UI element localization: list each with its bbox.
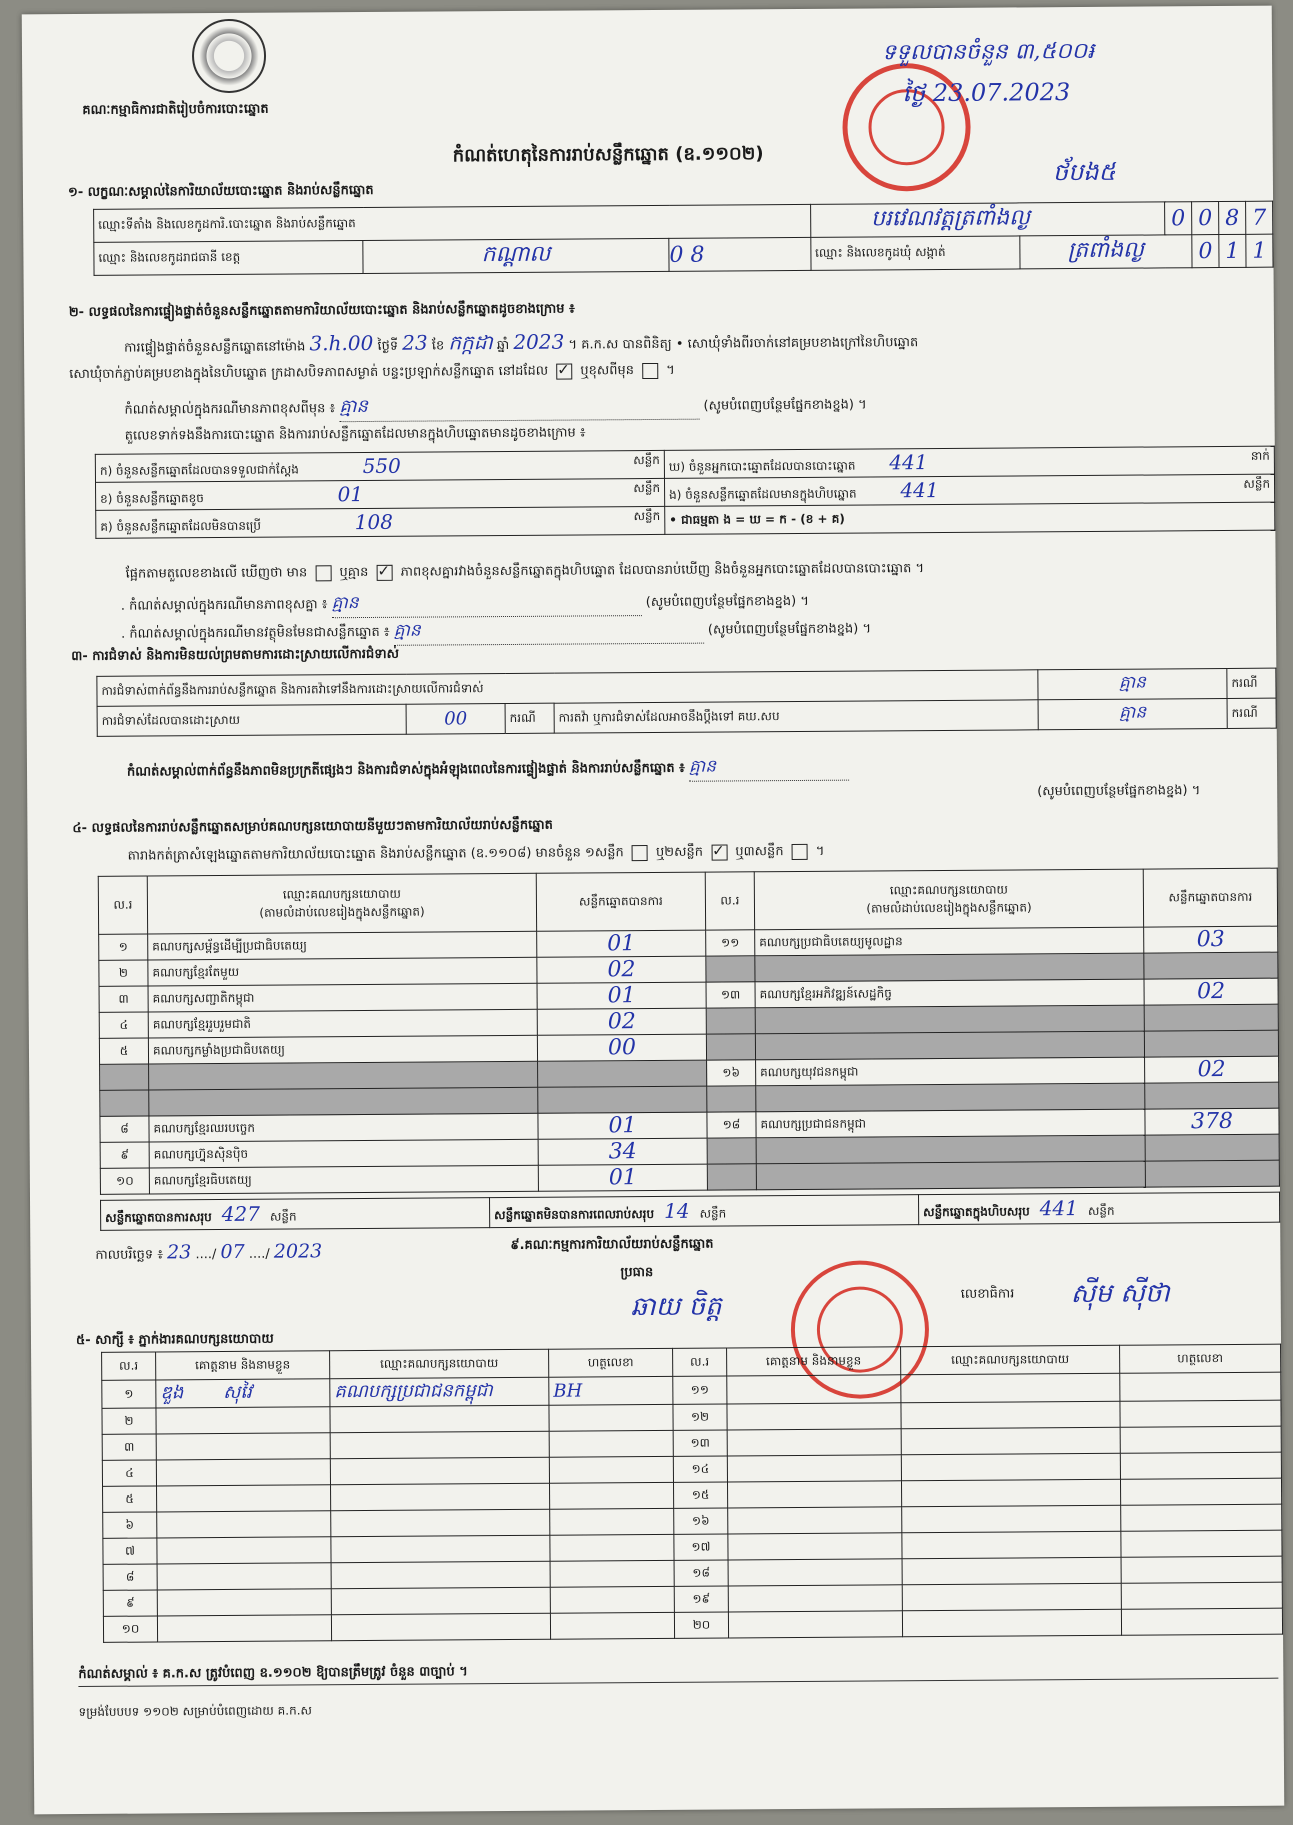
figure-a-cell xyxy=(95,450,664,482)
witness-name[interactable] xyxy=(157,1511,331,1538)
witness-no: ១១ xyxy=(673,1376,727,1404)
witness-no: ៨ xyxy=(103,1564,157,1590)
note1-value: គ្មាន xyxy=(332,590,642,618)
result-no: ១ xyxy=(99,934,148,960)
verification-time: 3.h.00 xyxy=(309,330,374,356)
verification-month-label: ខែ xyxy=(431,338,445,354)
witness-party[interactable] xyxy=(902,1531,1121,1559)
objections-r1-label: ការជំទាស់ពាក់ព័ន្ធនឹងការរាប់សន្លឹកឆ្នោត និងការតវ៉ាទៅនឹងការដោះស្រាយលើការជំទាស់ xyxy=(97,670,1038,707)
province-label: ឈ្មោះ និងលេខកូដរាជធានី ខេត្ត xyxy=(94,241,363,276)
witness-party[interactable] xyxy=(331,1613,550,1641)
result-no: ១៨ xyxy=(707,1112,756,1138)
figure-a-unit: សន្លឹក xyxy=(633,452,660,468)
section2-heading: ២- លទ្ធផលនៃការផ្ទៀងផ្ទាត់ចំនួនសន្លឹកឆ្នោតតាមការិយាល័យបោះឆ្នោត និងរាប់សន្លឹកឆ្នោតដូចខាងក្រោម ៖ xyxy=(68,301,575,321)
witness-sign[interactable] xyxy=(1121,1504,1282,1531)
tally-sheets-line: តារាងកត់ត្រាសំឡេងឆ្នោតតាមការិយាល័យបោះឆ្នោត និងរាប់សន្លឹកឆ្នោត (ឧ.១១០៨) មានចំនួន ១សន្លឹក ឬ២សន្លឹក ✓ ឬ៣សន្លឹក ។ xyxy=(128,843,825,867)
figure-c-cell xyxy=(96,506,665,538)
difference-note-value: គ្មាន xyxy=(339,392,699,423)
seal-line: សោឃុំចាក់ភ្ជាប់គម្របខាងក្នុងនៃហិបឆ្នោត ក្រដាសបិទភាពសម្ងាត់ បន្ទះប្រឡាក់សន្លឹកឆ្នោត នៅដដែល ✓ ឬខុសពីមុន ។ xyxy=(69,362,675,385)
witness-name[interactable] xyxy=(727,1429,901,1456)
date-line: កាលបរិច្ឆេទ ៖ 23 ..../ 07 ..../ 2023 xyxy=(95,1240,323,1264)
result-party xyxy=(755,1031,1144,1060)
w-col-sign: ហត្ថលេខា xyxy=(549,1348,673,1377)
figure-a-value: 550 xyxy=(362,453,401,479)
col-no-right: ល.រ xyxy=(705,872,754,930)
col-party-left-1: ឈ្មោះគណបក្សនយោបាយ xyxy=(282,886,401,902)
objections-table xyxy=(96,668,1276,737)
location-label: ឈ្មោះទីតាំង និងលេខកូដការិ.បោះឆ្នោត និងរាប់សន្លឹកឆ្នោត xyxy=(94,204,811,242)
witness-sign[interactable] xyxy=(1120,1400,1281,1427)
figure-a-label: ក) ចំនួនសន្លឹកឆ្នោតដែលបានទទួលជាក់ស្ដែង xyxy=(99,462,299,478)
witness-party[interactable] xyxy=(901,1453,1120,1481)
total-valid-label: សន្លឹកឆ្នោតបានការសរុប xyxy=(105,1210,212,1225)
irregularity-label: កំណត់សម្គាល់ពាក់ព័ន្ធនឹងភាពមិនប្រក្រតីផ្សេងៗ និងការជំទាស់ក្នុងអំឡុងពេលនៃការផ្ទៀងផ្ទាត់ និងការរាប់សន្លឹកឆ្នោត ៖ xyxy=(126,760,685,780)
result-no xyxy=(707,1086,756,1112)
witness-party[interactable] xyxy=(330,1405,549,1433)
witness-name[interactable] xyxy=(728,1559,902,1586)
figures-table xyxy=(95,446,1276,539)
total-box-cell xyxy=(918,1192,1279,1225)
result-party: គណបក្សខ្មែរអភិវឌ្ឍន៍សេដ្ឋកិច្ច xyxy=(755,979,1144,1008)
result-no xyxy=(706,956,755,982)
date-month: 07 xyxy=(220,1240,245,1264)
witness-party[interactable] xyxy=(331,1587,550,1615)
result-party: គណបក្សខ្មែរតែមួយ xyxy=(148,957,537,986)
result-no: ១០ xyxy=(100,1168,149,1194)
witness-party[interactable] xyxy=(330,1457,549,1485)
totals-table xyxy=(100,1192,1280,1231)
result-votes xyxy=(1145,1160,1279,1187)
verification-day-label: ថ្ងៃទី xyxy=(377,338,399,354)
result-votes: 01 xyxy=(537,930,706,957)
figure-d-label: ឃ) ចំនួនអ្នកបោះឆ្នោតដែលបានបោះឆ្នោត xyxy=(668,458,856,474)
witness-name[interactable] xyxy=(727,1403,901,1430)
bottom-note: កំណត់សម្គាល់ ៖ គ.ក.ស ត្រូវបំពេញ ឧ.១១០២ ឱ្យបានត្រឹមត្រូវ ចំនួន ៣ច្បាប់ ។ xyxy=(78,1664,468,1683)
note2-value: គ្មាន xyxy=(394,618,704,646)
witness-sign[interactable] xyxy=(550,1586,674,1613)
form-title: កំណត់ហេតុនៃការរាប់សន្លឹកឆ្នោត (ឧ.១១០២) xyxy=(452,143,764,167)
objections-r2-unit2: ករណី xyxy=(1227,698,1276,728)
witness-no: ៦ xyxy=(103,1512,157,1538)
col-votes-right: សន្លឹកឆ្នោតបានការ xyxy=(1143,868,1277,927)
province-value: កណ្ដាល xyxy=(363,238,669,273)
result-votes xyxy=(1144,1030,1278,1057)
result-party xyxy=(756,1083,1145,1112)
col-votes-left: សន្លឹកឆ្នោតបានការ xyxy=(536,872,705,931)
result-votes: 01 xyxy=(537,982,706,1009)
result-votes xyxy=(1145,1134,1279,1161)
result-votes: 02 xyxy=(1144,978,1278,1005)
form-sheet xyxy=(22,6,1285,1815)
total-box-value: 441 xyxy=(1039,1196,1079,1221)
section4-heading: ៤- លទ្ធផលនៃការរាប់សន្លឹកឆ្នោតសម្រាប់គណបក្សនយោបាយនីមួយៗតាមការិយាល័យរាប់សន្លឹកឆ្នោត xyxy=(72,817,553,837)
witness-party[interactable] xyxy=(902,1557,1121,1585)
witness-no: ១៩ xyxy=(674,1586,728,1612)
result-votes: 02 xyxy=(1145,1056,1279,1083)
result-votes: 03 xyxy=(1144,926,1278,953)
witness-no: ២ xyxy=(102,1408,156,1434)
location-code-2: 0 xyxy=(1192,202,1219,235)
result-party: គណបក្សខ្មែរឈរបច្ចេក xyxy=(149,1113,538,1142)
witness-sign[interactable] xyxy=(1121,1556,1282,1583)
verification-text: ។ គ.ក.ស បានពិនិត្យ • សោឃុំទាំងពីរចាក់នៅគម្របខាងក្រៅនៃហិបឆ្នោត xyxy=(568,335,919,353)
irregularity-value: គ្មាន xyxy=(689,755,849,782)
witness-name[interactable] xyxy=(728,1585,902,1612)
secretary-signature: សុីម ស៊ីថា xyxy=(1070,1278,1170,1310)
result-party xyxy=(755,1005,1144,1034)
figure-b-cell xyxy=(96,478,665,510)
figure-c-unit: សន្លឹក xyxy=(633,508,661,524)
result-party xyxy=(756,1161,1145,1190)
figure-b-value: 01 xyxy=(337,482,364,507)
result-no xyxy=(707,1138,756,1164)
total-valid-cell xyxy=(101,1198,490,1231)
w-col-party2: ឈ្មោះគណបក្សនយោបាយ xyxy=(901,1345,1120,1375)
witness-sign[interactable] xyxy=(549,1430,673,1457)
result-party xyxy=(149,1061,538,1090)
witness-no: ១៣ xyxy=(673,1430,727,1456)
receipt-date: ថ្ងៃ 23.07.2023 xyxy=(902,78,1071,108)
location-value: បរវេណវត្តត្រពាំងល្ង xyxy=(810,202,1164,237)
chair-signature: ឆាយ ចិត្ត xyxy=(630,1291,722,1323)
tally-three-label: ឬ៣សន្លឹក xyxy=(735,844,784,860)
witness-sign[interactable] xyxy=(1120,1478,1281,1505)
diff-text: ភាពខុសគ្នារវាងចំនួនសន្លឹកឆ្នោតក្នុងហិបឆ្នោត ដែលបានរាប់ឃើញ និងចំនួនអ្នកបោះឆ្នោតដែលបានបោះឆ្នោត ។ xyxy=(400,561,925,580)
secretary-label: លេខាធិការ xyxy=(960,1286,1015,1302)
w-col-no: ល.រ xyxy=(102,1352,156,1380)
irregularity-hint: (សូមបំពេញបន្ថែមផ្នែកខាងខ្នង) ។ xyxy=(1037,783,1201,800)
tally-three-checkbox[interactable] xyxy=(792,843,808,859)
nec-emblem xyxy=(192,19,267,94)
note1-hint: (សូមបំពេញបន្ថែមផ្នែកខាងខ្នង) ។ xyxy=(645,593,809,611)
total-invalid-value: 14 xyxy=(663,1198,690,1223)
witness-party[interactable] xyxy=(902,1609,1121,1637)
verification-year: 2023 xyxy=(513,329,565,354)
result-party: គណបក្សប្រជាជនកម្ពុជា xyxy=(756,1109,1145,1138)
col-party-right-1: ឈ្មោះគណបក្សនយោបាយ xyxy=(889,882,1008,897)
tally-one-checkbox[interactable] xyxy=(632,845,648,861)
result-party xyxy=(149,1087,538,1116)
note2-label: . កំណត់សម្គាល់ក្នុងករណីមានវត្ថុមិនមែនជាសន្លឹកឆ្នោត ៖ xyxy=(121,624,390,642)
objections-r2-mid: ការតវ៉ា ឬការជំទាស់ដែលអាចនឹងប្ដឹងទៅ គឃ.សប xyxy=(554,700,1038,733)
witness-party[interactable] xyxy=(330,1431,549,1459)
result-party: គណបក្សកម្លាំងប្រជាធិបតេយ្យ xyxy=(148,1035,537,1064)
witness-name[interactable] xyxy=(727,1455,901,1482)
witness-name[interactable] xyxy=(156,1433,330,1460)
result-no: ១៦ xyxy=(707,1060,756,1086)
witness-party[interactable] xyxy=(901,1373,1120,1403)
figure-d-cell xyxy=(664,446,1274,478)
seal-same-checkbox[interactable] xyxy=(556,363,572,379)
seal-text: សោឃុំចាក់ភ្ជាប់គម្របខាងក្នុងនៃហិបឆ្នោត ក្រដាសបិទភាពសម្ងាត់ បន្ទះប្រឡាក់សន្លឹកឆ្នោត នៅដដែល xyxy=(69,363,549,383)
result-party: គណបក្សសម្ព័ន្ធដើម្បីប្រជាធិបតេយ្យ xyxy=(148,931,537,960)
witness-no: ១៥ xyxy=(673,1482,727,1508)
difference-note-label: កំណត់សម្គាល់ក្នុងករណីមានភាពខុសពីមុន ៖ xyxy=(124,401,336,418)
witness-no: ១៦ xyxy=(674,1508,728,1534)
result-party xyxy=(755,953,1144,982)
result-votes: 34 xyxy=(538,1138,707,1165)
commune-value: ត្រពាំងល្ង xyxy=(1020,235,1192,269)
witness-party[interactable] xyxy=(331,1483,550,1511)
result-no: ៤ xyxy=(99,1012,148,1038)
result-party: គណបក្សខ្មែររួបរួមជាតិ xyxy=(148,1009,537,1038)
total-box-label: សន្លឹកឆ្នោតក្នុងហិបសរុប xyxy=(923,1204,1030,1220)
section1-table xyxy=(93,201,1273,276)
diff-no-label: ឬគ្មាន xyxy=(339,564,369,581)
total-invalid-cell xyxy=(490,1195,919,1228)
result-no: ៥ xyxy=(99,1038,148,1064)
w-col-name2: គោត្តនាម និងនាមខ្លួន xyxy=(727,1347,901,1376)
figure-b-label: ខ) ចំនួនសន្លឹកឆ្នោតខូច xyxy=(100,491,204,506)
result-votes: 02 xyxy=(537,956,706,983)
province-code-1: 0 xyxy=(669,242,684,268)
witness-sign[interactable] xyxy=(1121,1608,1282,1635)
figure-e-unit: សន្លឹក xyxy=(1243,476,1271,491)
figure-d-value: 441 xyxy=(889,450,928,475)
section3-heading: ៣- ការជំទាស់ និងការមិនយល់ព្រមតាមការដោះស្រាយលើការជំទាស់ xyxy=(71,646,400,665)
w-col-party: ឈ្មោះគណបក្សនយោបាយ xyxy=(330,1349,549,1379)
witness-name[interactable] xyxy=(157,1563,331,1590)
commune-code-3: 1 xyxy=(1246,234,1273,267)
witness-name[interactable] xyxy=(727,1481,901,1508)
witness-surname: ឌួង xyxy=(160,1382,184,1404)
witness-no: ៤ xyxy=(102,1460,156,1486)
witness-party[interactable] xyxy=(901,1479,1120,1507)
witness-no: ១៤ xyxy=(673,1456,727,1482)
figure-d-unit: នាក់ xyxy=(1250,448,1270,463)
difference-note-hint: (សូមបំពេញបន្ថែមផ្នែកខាងខ្នង) ។ xyxy=(703,397,867,414)
total-box-unit: សន្លឹក xyxy=(1087,1203,1115,1218)
witness-name[interactable] xyxy=(727,1375,901,1404)
location-code-3: 8 xyxy=(1219,201,1246,234)
witness-no: ៩ xyxy=(103,1590,157,1616)
col-party-left xyxy=(147,873,536,934)
witness-name[interactable] xyxy=(157,1615,331,1642)
witness-no: ១៨ xyxy=(674,1560,728,1586)
result-votes xyxy=(538,1060,707,1087)
section5-heading: ៥- សាក្សី ៖ ភ្នាក់ងារគណបក្សនយោបាយ xyxy=(75,1331,274,1349)
total-valid-unit: សន្លឹក xyxy=(269,1209,297,1224)
witness-sign[interactable] xyxy=(1121,1582,1282,1609)
result-no: ១១ xyxy=(706,930,755,956)
witness-no: ៣ xyxy=(102,1434,156,1460)
note1-label: . កំណត់សម្គាល់ក្នុងករណីមានភាពខុសគ្នា ៖ xyxy=(120,597,328,614)
result-no xyxy=(707,1164,756,1190)
result-party: គណបក្សប្រជាធិបតេយ្យមូលដ្ឋាន xyxy=(755,927,1144,956)
difference-check-line xyxy=(126,560,925,585)
diff-no-checkbox[interactable] xyxy=(376,564,392,580)
witness-sign[interactable] xyxy=(549,1456,673,1483)
w-col-name: គោត្តនាម និងនាមខ្លួន xyxy=(156,1351,330,1380)
result-no xyxy=(100,1064,149,1090)
witness-name[interactable] xyxy=(728,1611,902,1638)
witness-name[interactable] xyxy=(728,1533,902,1560)
witness-sign[interactable] xyxy=(1121,1530,1282,1557)
w-col-sign2: ហត្ថលេខា xyxy=(1120,1344,1281,1373)
verification-month: កក្កដា xyxy=(448,330,493,355)
witness-party[interactable] xyxy=(901,1427,1120,1455)
seal-different-checkbox[interactable] xyxy=(642,362,658,378)
result-no xyxy=(706,1034,755,1060)
witness-party[interactable] xyxy=(902,1505,1121,1533)
result-votes: 00 xyxy=(537,1034,706,1061)
witness-sign[interactable] xyxy=(1120,1372,1281,1401)
witness-given-name: សុវៃ xyxy=(223,1381,252,1404)
verification-line xyxy=(124,324,1264,362)
irregularity-line xyxy=(127,755,849,786)
witness-party[interactable] xyxy=(331,1535,550,1563)
result-no xyxy=(706,1008,755,1034)
receipt-number: ថ័បង៥ xyxy=(1052,157,1116,187)
note1-line xyxy=(121,589,809,620)
witness-no: ១ xyxy=(102,1380,156,1408)
results-table xyxy=(98,868,1280,1195)
date-label: កាលបរិច្ឆេទ ៖ xyxy=(95,1247,164,1263)
result-party: គណបក្សយុវជនកម្ពុជា xyxy=(756,1057,1145,1086)
commune-code-1: 0 xyxy=(1192,235,1219,268)
figure-b-unit: សន្លឹក xyxy=(633,480,661,496)
total-invalid-unit: សន្លឹក xyxy=(699,1206,727,1221)
result-no: ៩ xyxy=(100,1142,149,1168)
witness-name[interactable] xyxy=(157,1485,331,1512)
witness-name[interactable] xyxy=(156,1379,330,1408)
witness-name[interactable] xyxy=(728,1507,902,1534)
location-code-4: 7 xyxy=(1246,201,1273,234)
note2-line xyxy=(121,616,871,647)
witness-sign[interactable] xyxy=(550,1508,674,1535)
result-votes xyxy=(1145,1082,1279,1109)
objections-r2-label: ការជំទាស់ដែលបានដោះស្រាយ xyxy=(97,704,406,736)
tally-one-label: តារាងកត់ត្រាសំឡេងឆ្នោតតាមការិយាល័យបោះឆ្នោត និងរាប់សន្លឹកឆ្នោត (ឧ.១១០៨) មានចំនួន ១សន្លឹក xyxy=(127,845,624,864)
result-no xyxy=(100,1090,149,1116)
diff-yes-label: ផ្អែកតាមតួលេខខាងលើ ឃើញថា មាន xyxy=(125,565,308,582)
result-votes xyxy=(1144,1004,1278,1031)
note2-hint: (សូមបំពេញបន្ថែមផ្នែកខាងខ្នង) ។ xyxy=(707,621,872,638)
objections-r2-value: 00 xyxy=(406,704,505,735)
witness-party[interactable] xyxy=(331,1561,550,1589)
result-no: ២ xyxy=(99,960,148,986)
witness-party[interactable]: គណបក្សប្រជាជនកម្ពុជា xyxy=(330,1377,549,1407)
witness-no: ១០ xyxy=(103,1616,157,1642)
witness-sign[interactable] xyxy=(549,1482,673,1509)
total-valid-value: 427 xyxy=(221,1201,261,1227)
figure-e-label: ង) ចំនួនសន្លឹកឆ្នោតដែលមានក្នុងហិបឆ្នោត xyxy=(669,486,857,502)
witness-sign[interactable] xyxy=(1120,1452,1281,1479)
location-code-1: 0 xyxy=(1165,202,1192,235)
col-party-right-2: (តាមលំដាប់លេខរៀងក្នុងសន្លឹកឆ្នោត) xyxy=(866,899,1032,916)
org-name: គណៈកម្មាធិការជាតិរៀបចំការបោះឆ្នោត xyxy=(82,101,269,118)
difference-note-line xyxy=(124,390,866,423)
province-code xyxy=(669,242,704,267)
figure-e-cell xyxy=(664,474,1274,506)
committee-title: ៩.គណៈកម្មការការិយាល័យរាប់សន្លឹកឆ្នោត xyxy=(510,1236,714,1254)
witness-name[interactable] xyxy=(157,1589,331,1616)
verification-time-label: ការផ្ទៀងផ្ទាត់ចំនួនសន្លឹកឆ្នោតនៅម៉ោង xyxy=(124,339,306,356)
result-party xyxy=(756,1135,1145,1164)
witness-sign[interactable] xyxy=(550,1612,674,1639)
result-votes: 01 xyxy=(538,1164,707,1191)
witness-sign[interactable] xyxy=(1120,1426,1281,1453)
figure-e-value: 441 xyxy=(900,477,939,503)
witness-party[interactable] xyxy=(331,1509,550,1537)
province-code-2: 8 xyxy=(690,242,705,268)
witness-sign[interactable]: BH xyxy=(549,1376,673,1405)
result-votes: 01 xyxy=(538,1112,707,1139)
result-party: គណបក្សខ្មែរធិបតេយ្យ xyxy=(149,1165,538,1194)
witness-sign[interactable] xyxy=(549,1404,673,1431)
witness-name[interactable] xyxy=(157,1537,331,1564)
objections-r2-value2: គ្មាន xyxy=(1038,698,1227,729)
receipt-note: ទទួលបានចំនួន ៣,៥០០៛ xyxy=(881,38,1095,66)
figure-formula: • ជាធម្មតា ង = ឃ = ក - (ខ + គ) xyxy=(665,502,1275,534)
objections-r1-value: គ្មាន xyxy=(1038,668,1227,699)
result-no: ៣ xyxy=(99,986,148,1012)
date-year: 2023 xyxy=(273,1240,323,1263)
diff-yes-checkbox[interactable] xyxy=(315,565,331,581)
witness-no: ២០ xyxy=(674,1612,728,1638)
result-no: ៨ xyxy=(100,1116,149,1142)
witness-no: ៧ xyxy=(103,1538,157,1564)
witness-party[interactable] xyxy=(901,1401,1120,1429)
result-votes xyxy=(538,1086,707,1113)
result-votes xyxy=(1144,952,1278,979)
tally-two-checkbox[interactable] xyxy=(711,844,727,860)
tally-two-label: ឬ២សន្លឹក xyxy=(655,844,704,860)
section1-heading: ១- លក្ខណៈសម្គាល់នៃការិយាល័យបោះឆ្នោត និងរាប់សន្លឹកឆ្នោត xyxy=(67,182,374,201)
figure-c-value: 108 xyxy=(354,509,393,535)
seal-different-label: ឬខុសពីមុន xyxy=(580,363,635,379)
witness-name[interactable] xyxy=(156,1407,330,1434)
objections-r2-unit: ករណី xyxy=(505,703,554,733)
commune-code-2: 1 xyxy=(1219,234,1246,267)
figure-c-label: គ) ចំនួនសន្លឹកឆ្នោតដែលមិនបានប្រើ xyxy=(100,518,261,534)
witness-party[interactable] xyxy=(902,1583,1121,1611)
witness-name[interactable] xyxy=(156,1459,330,1486)
witness-table xyxy=(101,1344,1283,1643)
result-no: ១៣ xyxy=(706,982,755,1008)
commune-label: ឈ្មោះ និងលេខកូដឃុំ សង្កាត់ xyxy=(811,236,1020,270)
figures-intro: តួលេខទាក់ទងនឹងការបោះឆ្នោត និងការរាប់សន្លឹកឆ្នោតដែលមានក្នុងហិបឆ្នោតមានដូចខាងក្រោម ៖ xyxy=(124,425,586,444)
col-party-right xyxy=(754,869,1143,930)
total-invalid-label: សន្លឹកឆ្នោតមិនបានការពេលរាប់សរុប xyxy=(494,1207,655,1223)
chair-label: ប្រធាន xyxy=(620,1265,654,1281)
w-col-no2: ល.រ xyxy=(673,1348,727,1376)
result-party: គណបក្សសញ្ជាតិកម្ពុជា xyxy=(148,983,537,1012)
verification-year-label: ឆ្នាំ xyxy=(496,337,510,354)
witness-sign[interactable] xyxy=(550,1534,674,1561)
verification-day: 23 xyxy=(402,330,428,355)
result-votes: 378 xyxy=(1145,1108,1279,1135)
result-party: គណបក្សហ្វ៊ុនស៊ិនប៉ិច xyxy=(149,1139,538,1168)
col-no-left: ល.រ xyxy=(98,876,147,934)
form-reference: ទម្រង់បែបបទ ១១០២ សម្រាប់បំពេញដោយ គ.ក.ស xyxy=(78,1703,312,1720)
witness-no: ៥ xyxy=(103,1486,157,1512)
witness-no: ១២ xyxy=(673,1404,727,1430)
objections-r1-unit: ករណី xyxy=(1227,668,1276,698)
witness-no: ១៧ xyxy=(674,1534,728,1560)
witness-sign[interactable] xyxy=(550,1560,674,1587)
result-votes: 02 xyxy=(537,1008,706,1035)
col-party-left-2: (តាមលំដាប់លេខរៀងក្នុងសន្លឹកឆ្នោត) xyxy=(259,904,425,920)
date-day: 23 xyxy=(167,1241,192,1264)
